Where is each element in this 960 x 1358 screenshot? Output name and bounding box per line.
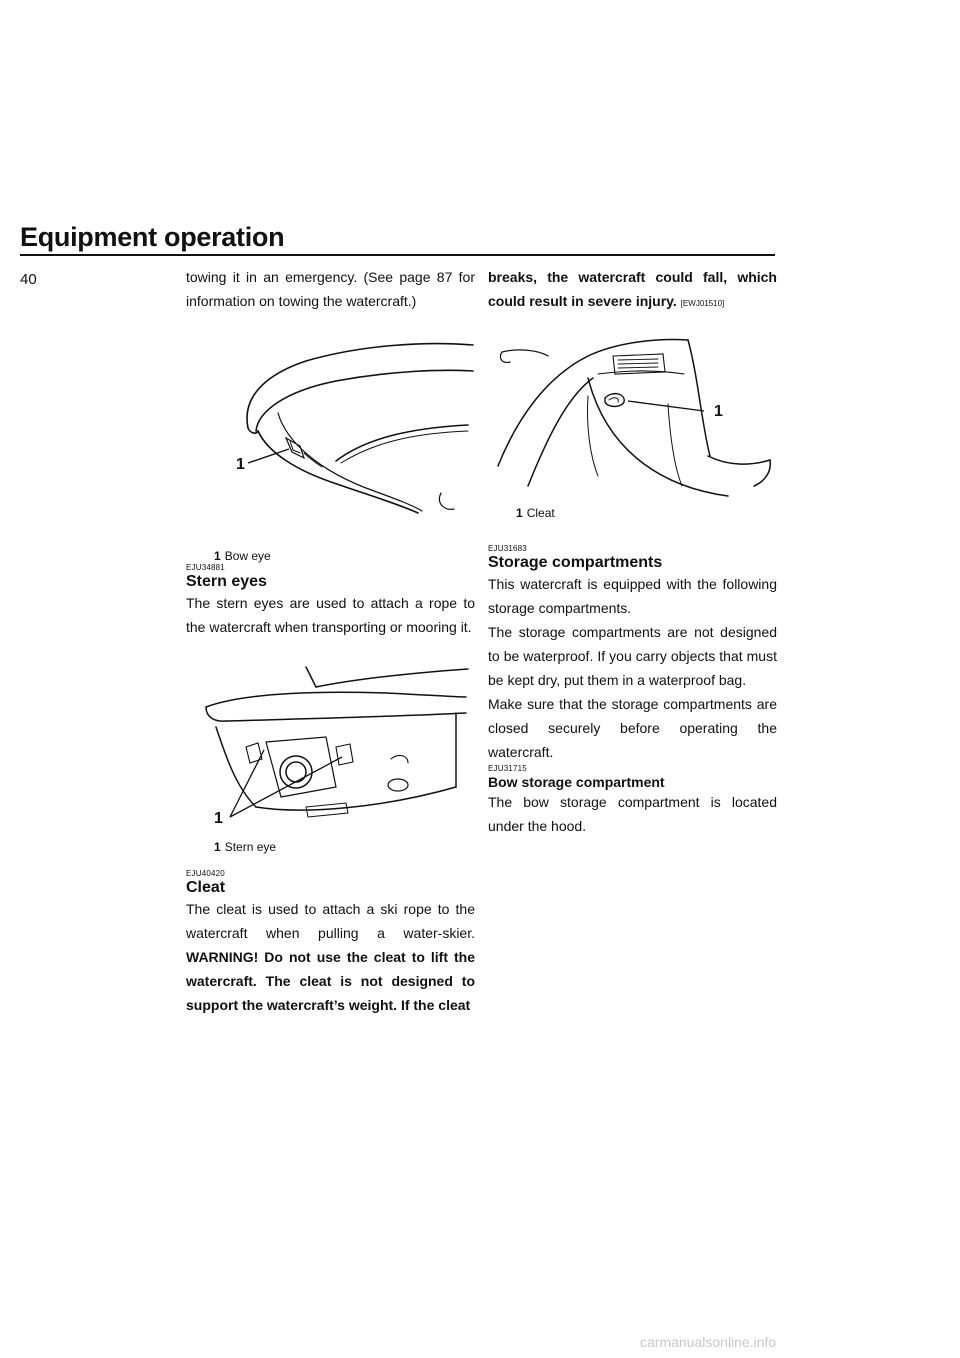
caption-text: Bow eye [224,549,271,563]
intro-text: towing it in an emergency. (See page 87 for information on towing the watercraft.) [186,269,475,309]
heading-cleat: Cleat [186,879,226,896]
warning-text: breaks, the watercraft could fall, which could result in severe injury. [488,269,777,309]
right-column [488,265,777,838]
warning-continuation [488,265,777,316]
cleat-caption [516,506,555,520]
cleat-body: The cleat is used to attach a ski rope to the watercraft when pulling a water-skier. [186,901,475,941]
storage-paragraph-1: This watercraft is equipped with the following storage compartments. [488,576,777,616]
heading-bow-storage: Bow storage compartment [488,774,665,790]
caption-number: 1 [214,840,221,854]
stern-eye-caption [214,840,276,854]
caption-text: Cleat [526,506,555,520]
figure-bow-eye [186,313,475,563]
heading-storage-compartments: Storage compartments [488,554,663,571]
section-code-storage: EJU31683 [488,544,527,553]
title-rule [20,254,775,256]
section-code-cleat: EJU40420 [186,869,225,878]
left-column [186,265,475,1017]
section-code-stern-eyes: EJU34881 [186,563,225,572]
cleat-callout: 1 [714,403,723,420]
storage-paragraph-3: Make sure that the storage compartments are closed securely before operating the watercraft. [488,696,777,760]
page-number: 40 [20,271,37,288]
figure-stern-eye [186,647,475,854]
figure-cleat [488,316,777,520]
caption-text: Stern eye [224,840,277,854]
bow-eye-callout: 1 [236,456,245,473]
bow-eye-caption [214,549,271,563]
stern-eye-illustration [186,647,475,847]
bow-eye-illustration [186,313,475,523]
bow-storage-body: The bow storage compartment is located under the hood. [488,794,777,834]
caption-number: 1 [516,506,523,520]
cleat-warning: WARNING! Do not use the cleat to lift the watercraft. The cleat is not designed to support the watercraft’s weight. If the cleat [186,949,475,1013]
heading-stern-eyes: Stern eyes [186,573,267,590]
warning-reference: [EWJ01510] [680,299,725,308]
storage-paragraph-2: The storage compartments are not designed to be waterproof. If you carry objects that must be kept dry, put them in a waterproof bag. [488,624,777,688]
section-code-bow-storage: EJU31715 [488,764,527,773]
caption-number: 1 [214,549,221,563]
cleat-illustration [488,316,777,506]
stern-eye-callout: 1 [214,810,223,827]
stern-eyes-body: The stern eyes are used to attach a rope to the watercraft when transporting or mooring it. [186,595,475,635]
watermark: carmanualsonline.info [640,1334,777,1350]
page-title: Equipment operation [20,222,285,252]
